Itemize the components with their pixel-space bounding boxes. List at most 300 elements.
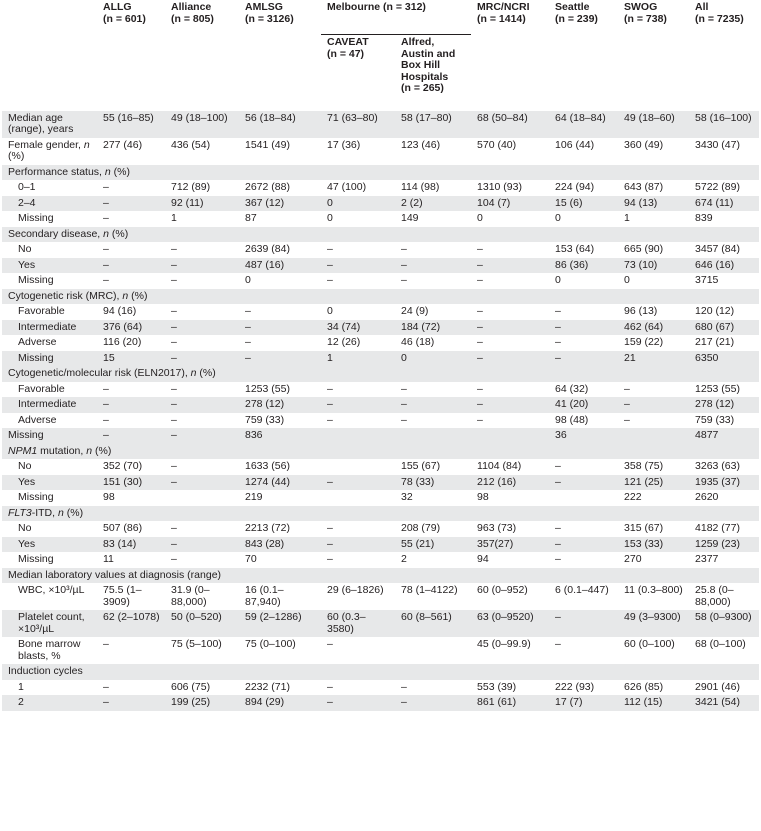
table-cell: 31.9 (0–88,000) <box>171 584 210 608</box>
table-cell: 58 (0–9300) <box>689 610 759 637</box>
table-cell: – <box>327 382 333 395</box>
table-cell: 47 (100) <box>327 181 367 193</box>
table-cell <box>395 428 471 444</box>
table-cell: 1104 (84) <box>477 460 522 472</box>
table-cell: 861 (61) <box>471 695 549 711</box>
table-cell: 49 (18–100) <box>165 111 239 138</box>
table-cell: 63 (0–9520) <box>471 610 549 637</box>
header-melbourne: Melbourne (n = 312) <box>321 0 471 35</box>
row-label: Bone marrow blasts, % <box>18 638 81 662</box>
table-cell: 278 (12) <box>689 397 759 413</box>
table-cell: 12 (26) <box>327 336 361 348</box>
table-cell: 352 (70) <box>103 460 143 472</box>
row-label: 0–1 <box>18 181 36 193</box>
table-cell: 6350 <box>689 351 759 367</box>
table-cell: – <box>97 695 165 711</box>
table-cell: 570 (40) <box>477 138 517 151</box>
row-label: Adverse <box>18 413 57 426</box>
table-cell: 184 (72) <box>395 320 471 336</box>
table-row <box>2 351 759 367</box>
table-cell: – <box>321 258 395 274</box>
table-cell: 217 (21) <box>695 336 735 348</box>
table-cell: 2 (2) <box>395 196 471 212</box>
table-cell: 29 (6–1826) <box>327 584 384 596</box>
table-cell: 376 (64) <box>97 320 165 336</box>
table-cell: 0 <box>327 305 333 317</box>
table-cell: 49 (3–9300) <box>618 610 689 637</box>
table-cell: 759 (33) <box>245 413 285 426</box>
table-cell: – <box>618 397 689 413</box>
table-cell: – <box>555 305 561 317</box>
table-cell: 106 (44) <box>555 138 595 151</box>
table-row <box>2 413 759 429</box>
table-cell: 3421 (54) <box>689 695 759 711</box>
table-cell: – <box>401 680 407 693</box>
section-label: Cytogenetic/molecular risk (ELN2017), n (%) <box>2 366 759 382</box>
table-cell: – <box>239 320 321 336</box>
table-cell: 0 <box>245 274 251 286</box>
header-caveat: CAVEAT (n = 47) <box>327 36 369 60</box>
header-mrc: MRC/NCRI (n = 1414) <box>477 1 530 25</box>
table-cell: – <box>165 428 239 444</box>
table-cell: – <box>549 320 618 336</box>
table-cell: 64 (18–84) <box>549 111 618 138</box>
table-cell: – <box>477 305 483 317</box>
row-label: No <box>18 460 32 472</box>
table-cell: – <box>171 522 177 534</box>
table-cell: – <box>471 351 549 367</box>
table-cell: – <box>471 397 549 413</box>
table-row <box>2 490 759 506</box>
table-cell: 487 (16) <box>239 258 321 274</box>
table-cell: 116 (20) <box>103 336 142 348</box>
table-row <box>2 138 759 165</box>
table-row <box>2 695 759 711</box>
table-cell: – <box>171 243 177 255</box>
table-row <box>2 537 759 553</box>
table-cell: 73 (10) <box>618 258 689 274</box>
table-row <box>2 273 759 289</box>
table-cell: 674 (11) <box>689 196 759 212</box>
table-row <box>2 583 759 610</box>
table-cell: 1259 (23) <box>689 537 759 553</box>
table-cell: 2620 <box>695 491 719 503</box>
table-cell: 0 <box>321 196 395 212</box>
table-cell <box>321 428 395 444</box>
table-cell: 78 (33) <box>395 475 471 491</box>
table-row <box>2 211 759 227</box>
table-cell: 4182 (77) <box>695 522 740 534</box>
table-row <box>2 242 759 258</box>
table-cell: 1253 (55) <box>245 382 290 395</box>
row-label: Missing <box>18 491 54 503</box>
table-cell: 55 (21) <box>395 537 471 553</box>
table-cell: 358 (75) <box>624 460 664 472</box>
row-label: Missing <box>2 428 97 444</box>
table-cell: 606 (75) <box>171 680 211 693</box>
row-label: WBC, ×10³/µL <box>18 584 85 596</box>
table-cell: – <box>395 258 471 274</box>
table-cell: – <box>549 610 618 637</box>
table-cell: 59 (2–1286) <box>239 610 321 637</box>
table-row <box>2 428 759 444</box>
section-header-row <box>2 506 759 522</box>
table-cell: 643 (87) <box>624 181 664 193</box>
row-label: Intermediate <box>2 397 97 413</box>
table-cell: – <box>401 274 407 286</box>
table-body <box>2 111 759 711</box>
table-cell: – <box>555 460 561 472</box>
row-label: Missing <box>18 274 54 286</box>
table-cell: 680 (67) <box>689 320 759 336</box>
table-cell: 34 (74) <box>321 320 395 336</box>
table-cell: 17 (7) <box>549 695 618 711</box>
table-cell: 963 (73) <box>477 522 517 534</box>
table-cell <box>618 428 689 444</box>
table-cell: – <box>327 680 333 693</box>
table-cell: 49 (18–60) <box>618 111 689 138</box>
table-cell: 112 (15) <box>618 695 689 711</box>
table-cell: – <box>321 397 395 413</box>
table-cell: 0 <box>327 212 333 224</box>
table-cell: – <box>401 243 407 255</box>
table-cell: 3430 (47) <box>695 138 740 151</box>
table-cell: 155 (67) <box>401 460 441 472</box>
table-cell: 96 (13) <box>624 305 658 317</box>
row-label: Intermediate <box>2 320 97 336</box>
table-cell: 3715 <box>695 274 719 286</box>
table-cell: 462 (64) <box>618 320 689 336</box>
table-cell: 436 (54) <box>171 138 211 151</box>
table-cell: 45 (0–99.9) <box>477 638 531 650</box>
table-cell: 98 (48) <box>555 413 589 426</box>
row-label: Missing <box>18 553 54 565</box>
row-label: Missing <box>2 351 97 367</box>
table-cell: – <box>321 537 395 553</box>
table-cell: – <box>165 397 239 413</box>
table-cell: 315 (67) <box>624 522 664 534</box>
table-cell: 2377 <box>695 553 719 565</box>
table-cell: 159 (22) <box>624 336 664 348</box>
table-cell: 357(27) <box>471 537 549 553</box>
row-label: Missing <box>18 212 54 224</box>
row-label: No <box>18 243 32 255</box>
table-cell: 41 (20) <box>549 397 618 413</box>
table-cell: 94 (16) <box>103 305 137 317</box>
row-label: Favorable <box>18 382 65 395</box>
table-cell: 224 (94) <box>555 181 595 193</box>
table-cell: 843 (28) <box>239 537 321 553</box>
table-cell: 86 (36) <box>549 258 618 274</box>
table-cell: – <box>327 638 333 650</box>
table-cell: 0 <box>395 351 471 367</box>
table-cell: 894 (29) <box>239 695 321 711</box>
row-label: Yes <box>2 258 97 274</box>
table-row <box>2 475 759 491</box>
table-cell: 507 (86) <box>103 522 143 534</box>
table-cell: – <box>549 537 618 553</box>
table-cell: – <box>321 695 395 711</box>
table-cell: 360 (49) <box>624 138 664 151</box>
table-cell: 5722 (89) <box>695 181 740 193</box>
section-header-row <box>2 366 759 382</box>
table-cell: 15 <box>97 351 165 367</box>
table-cell: – <box>239 351 321 367</box>
table-cell: 11 <box>103 553 114 565</box>
table-cell: 24 (9) <box>401 305 429 317</box>
table-cell: – <box>477 274 483 286</box>
table-cell: 151 (30) <box>97 475 165 491</box>
table-cell: 70 <box>245 553 257 565</box>
table-cell: – <box>103 413 109 426</box>
table-cell: 219 <box>245 491 263 503</box>
row-label: No <box>18 522 32 534</box>
header-swog: SWOG (n = 738) <box>624 1 667 25</box>
table-cell: 55 (16–85) <box>97 111 165 138</box>
table-cell: – <box>395 397 471 413</box>
table-cell: – <box>103 638 109 650</box>
table-cell: 2213 (72) <box>245 522 290 534</box>
table-cell: – <box>171 460 177 472</box>
cohort-characteristics-table <box>2 0 759 711</box>
table-cell: 367 (12) <box>239 196 321 212</box>
section-label: Cytogenetic risk (MRC), n (%) <box>2 289 759 305</box>
table-cell: 60 (0–952) <box>477 584 528 596</box>
header-allg: ALLG (n = 601) <box>103 1 146 25</box>
section-label: NPM1 mutation, n (%) <box>2 444 759 460</box>
table-row <box>2 637 759 664</box>
table-cell: 149 <box>401 212 419 224</box>
table-cell: 92 (11) <box>165 196 239 212</box>
table-row <box>2 552 759 568</box>
table-cell: 98 <box>477 491 489 503</box>
table-cell: 3457 (84) <box>695 243 740 255</box>
table-cell: 6 (0.1–447) <box>555 584 609 596</box>
table-cell: – <box>165 258 239 274</box>
table-row <box>2 382 759 398</box>
section-label: Secondary disease, n (%) <box>2 227 759 243</box>
header-alliance: Alliance (n = 805) <box>171 1 214 25</box>
table-cell: 2672 (88) <box>245 181 290 193</box>
table-cell: – <box>103 382 109 395</box>
table-cell: – <box>103 243 109 255</box>
table-cell: – <box>165 537 239 553</box>
table-cell: – <box>327 274 333 286</box>
table-cell: 199 (25) <box>165 695 239 711</box>
table-cell: – <box>395 695 471 711</box>
table-cell: – <box>327 413 333 426</box>
table-cell: 123 (46) <box>401 138 441 151</box>
row-label: Yes <box>2 475 97 491</box>
table-cell: 98 <box>103 491 115 503</box>
table-cell: – <box>171 305 177 317</box>
header-empty <box>2 0 97 111</box>
table-cell: – <box>171 336 177 348</box>
table-cell: – <box>624 413 630 426</box>
table-cell: – <box>171 413 177 426</box>
table-cell: 1935 (37) <box>689 475 759 491</box>
row-label: Favorable <box>18 305 65 317</box>
table-cell <box>321 459 395 475</box>
table-cell: – <box>97 196 165 212</box>
table-cell: – <box>327 553 333 565</box>
table-cell: – <box>171 553 177 565</box>
table-cell: 277 (46) <box>103 138 143 151</box>
table-cell: – <box>97 397 165 413</box>
table-cell: 208 (79) <box>401 522 441 534</box>
table-row <box>2 335 759 351</box>
table-cell: – <box>165 320 239 336</box>
table-cell: – <box>401 413 407 426</box>
section-header-row <box>2 165 759 181</box>
header-amlsg: AMLSG (n = 3126) <box>245 1 294 25</box>
table-cell: 78 (1–4122) <box>401 584 458 596</box>
row-label: Adverse <box>18 336 57 348</box>
row-label: 2 <box>2 695 97 711</box>
header-all: All (n = 7235) <box>695 1 744 25</box>
table-cell: – <box>171 382 177 395</box>
row-label: 2–4 <box>2 196 97 212</box>
section-header-row <box>2 227 759 243</box>
table-cell: 68 (0–100) <box>695 638 746 650</box>
table-cell: 15 (6) <box>549 196 618 212</box>
table-cell: 153 (33) <box>618 537 689 553</box>
table-cell: 759 (33) <box>695 413 735 426</box>
table-cell: 1274 (44) <box>239 475 321 491</box>
table-cell: 46 (18) <box>401 336 435 348</box>
table-cell: – <box>477 382 483 395</box>
table-cell: 626 (85) <box>624 680 664 693</box>
table-cell: 56 (18–84) <box>239 111 321 138</box>
table-cell: 64 (32) <box>555 382 589 395</box>
header-alfred: Alfred, Austin and Box Hill Hospitals (n = 265) <box>401 36 456 94</box>
table-cell: 836 <box>239 428 321 444</box>
table-cell: 75 (5–100) <box>171 638 222 650</box>
table-cell <box>549 490 618 506</box>
table-row <box>2 320 759 336</box>
table-cell: – <box>555 638 561 650</box>
table-cell: 278 (12) <box>239 397 321 413</box>
table-cell: 1 <box>321 351 395 367</box>
table-cell: 104 (7) <box>471 196 549 212</box>
table-cell <box>471 428 549 444</box>
table-cell: – <box>245 305 251 317</box>
table-cell: 121 (25) <box>618 475 689 491</box>
table-cell: – <box>245 336 251 348</box>
table-cell: – <box>477 413 483 426</box>
table-cell: 839 <box>695 212 713 224</box>
table-row <box>2 258 759 274</box>
table-cell: 71 (63–80) <box>321 111 395 138</box>
table-cell: 1 <box>624 212 630 224</box>
table-cell: 11 (0.3–800) <box>624 584 683 596</box>
table-cell: 75 (0–100) <box>245 638 296 650</box>
table-row <box>2 459 759 475</box>
table-row <box>2 111 759 138</box>
table-cell: – <box>103 274 109 286</box>
table-cell: – <box>549 351 618 367</box>
table-cell: 87 <box>245 212 257 224</box>
table-cell: – <box>165 475 239 491</box>
table-cell: 2639 (84) <box>245 243 290 255</box>
table-cell: 83 (14) <box>97 537 165 553</box>
table-cell: 1633 (56) <box>245 460 290 472</box>
table-cell: – <box>477 336 483 348</box>
table-cell: 646 (16) <box>689 258 759 274</box>
table-cell <box>165 490 239 506</box>
table-cell: 16 (0.1–87,940) <box>245 584 284 608</box>
table-cell: 222 <box>624 491 642 503</box>
table-cell: – <box>321 475 395 491</box>
table-cell <box>395 637 471 664</box>
table-cell: 25.8 (0–88,000) <box>695 584 734 608</box>
table-cell: 0 <box>477 212 483 224</box>
table-cell: 153 (64) <box>555 243 595 255</box>
table-cell: 1541 (49) <box>245 138 290 151</box>
table-cell: 58 (16–100) <box>689 111 759 138</box>
table-cell: 0 <box>624 274 630 286</box>
section-label: Induction cycles <box>2 664 759 680</box>
table-cell: 94 (13) <box>618 196 689 212</box>
table-cell: 21 <box>618 351 689 367</box>
table-cell: 75.5 (1–3909) <box>103 584 142 608</box>
table-cell: – <box>555 336 561 348</box>
table-cell: – <box>103 181 109 193</box>
table-cell: 114 (98) <box>401 181 440 193</box>
table-row <box>2 610 759 637</box>
row-label: Yes <box>2 537 97 553</box>
table-cell: – <box>103 680 109 693</box>
table-cell: – <box>103 212 109 224</box>
section-header-row <box>2 444 759 460</box>
table-cell: 2901 (46) <box>695 680 740 693</box>
table-cell: – <box>549 475 618 491</box>
section-label: Median laboratory values at diagnosis (range) <box>2 568 759 584</box>
table-cell: – <box>327 522 333 534</box>
table-cell: 665 (90) <box>624 243 664 255</box>
table-cell: 1310 (93) <box>477 181 522 193</box>
table-cell: 62 (2–1078) <box>97 610 165 637</box>
table-cell: – <box>624 382 630 395</box>
table-cell: 60 (8–561) <box>395 610 471 637</box>
table-cell: – <box>165 351 239 367</box>
table-row <box>2 196 759 212</box>
table-cell: 222 (93) <box>555 680 595 693</box>
row-label: Female gender, n (%) <box>8 138 90 162</box>
section-header-row <box>2 289 759 305</box>
table-cell: 1253 (55) <box>695 382 740 395</box>
row-label: 1 <box>18 680 24 693</box>
table-cell: 0 <box>555 274 561 286</box>
table-cell: 0 <box>555 212 561 224</box>
table-cell: – <box>327 243 333 255</box>
table-cell: 36 <box>549 428 618 444</box>
section-header-row <box>2 664 759 680</box>
table-row <box>2 180 759 196</box>
table-cell: 3263 (63) <box>695 460 740 472</box>
table-cell: – <box>171 274 177 286</box>
table-cell: 553 (39) <box>477 680 517 693</box>
table-cell: 60 (0.3–3580) <box>321 610 395 637</box>
table-cell: 2 <box>401 553 407 565</box>
table-cell: 712 (89) <box>171 181 211 193</box>
table-cell: – <box>401 382 407 395</box>
table-cell: 32 <box>401 491 413 503</box>
table-cell: – <box>555 522 561 534</box>
table-cell: – <box>471 320 549 336</box>
table-cell: 120 (12) <box>695 305 735 317</box>
table-cell: – <box>477 243 483 255</box>
